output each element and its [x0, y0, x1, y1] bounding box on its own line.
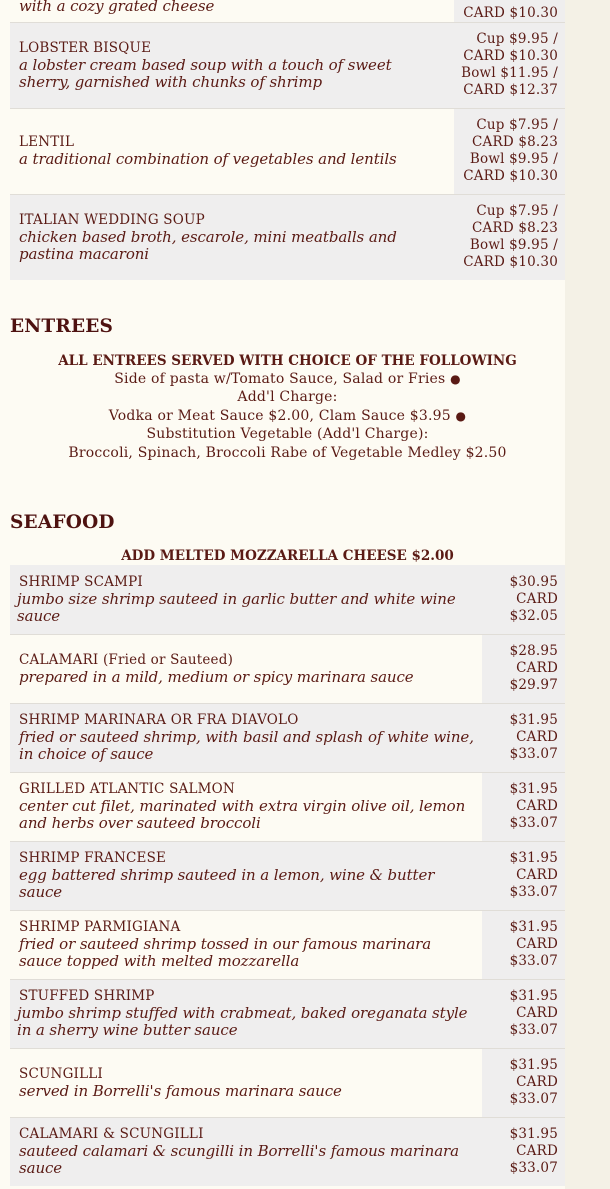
menu-item-row	[10, 22, 565, 108]
item-description: sauteed calamari & scungilli in Borrelli's famous marinara sauce	[19, 1142, 459, 1178]
item-name: SHRIMP FRANCESE	[19, 850, 167, 866]
item-description: with a cozy grated cheese	[19, 0, 215, 16]
item-description: prepared in a mild, medium or spicy marinara sauce	[19, 667, 414, 686]
soup-table	[10, 0, 565, 280]
menu-item-row	[10, 910, 565, 979]
entrees-note-line: Vodka or Meat Sauce $2.00, Clam Sauce $3.95	[108, 407, 451, 424]
bullet-icon: ●	[450, 372, 461, 386]
item-price: $31.95 CARD $33.07	[482, 910, 565, 979]
item-name: STUFFED SHRIMP	[19, 988, 155, 1004]
item-description: jumbo size shrimp sauteed in garlic butter and white wine sauce	[17, 589, 456, 625]
menu-item-row	[10, 772, 565, 841]
item-price: Cup $7.95 / CARD $8.23 Bowl $9.95 / CARD $10.30	[454, 108, 565, 194]
item-name: GRILLED ATLANTIC SALMON	[19, 781, 235, 797]
section-heading-entrees: ENTREES	[10, 316, 114, 337]
item-name: CALAMARI (Fried or Sauteed)	[19, 651, 234, 668]
item-name: SHRIMP SCAMPI	[19, 573, 143, 590]
menu-item-row	[10, 565, 565, 634]
item-price: $31.95 CARD $33.07	[482, 1048, 565, 1117]
menu-item-row	[10, 634, 565, 703]
item-description: fried or sauteed shrimp tossed in our famous marinara sauce topped with melted mozzarella	[19, 935, 432, 970]
item-name: SHRIMP PARMIGIANA	[19, 919, 181, 935]
item-price: Cup $7.95 / CARD $8.23 Bowl $9.95 / CARD $10.30	[454, 194, 565, 280]
entrees-note-title: ALL ENTREES SERVED WITH CHOICE OF THE FOLLOWING	[58, 353, 517, 369]
item-name: LENTIL	[19, 134, 75, 150]
menu-item-row	[10, 703, 565, 772]
item-price: $31.95 CARD $33.07	[482, 772, 565, 841]
menu-item-row	[10, 841, 565, 910]
menu-item-row	[10, 194, 565, 280]
item-description: served in Borrelli's famous marinara sauce	[19, 1081, 342, 1100]
item-price: Cup $9.95 / CARD $10.30 Bowl $11.95 / CARD $12.37	[454, 22, 565, 108]
seafood-table	[10, 565, 565, 1186]
item-price: $31.95 CARD $33.07	[482, 841, 565, 910]
menu-item-row	[10, 108, 565, 194]
item-description: jumbo shrimp stuffed with crabmeat, baked oreganata style in a sherry wine butter sauce	[17, 1004, 468, 1039]
item-price: $31.95 CARD $33.07	[482, 979, 565, 1048]
item-description: egg battered shrimp sauteed in a lemon, wine & butter sauce	[19, 866, 435, 901]
item-name: CALAMARI & SCUNGILLI	[19, 1126, 204, 1143]
item-price: $28.95 CARD $29.97	[482, 634, 565, 703]
item-price: $30.95 CARD $32.05	[482, 565, 565, 634]
item-description: a lobster cream based soup with a touch of sweet sherry, garnished with chunks of shrimp	[19, 55, 392, 91]
item-price: $31.95 CARD $33.07	[482, 703, 565, 772]
table-row	[10, 0, 565, 22]
item-name: SHRIMP MARINARA OR FRA DIAVOLO	[19, 712, 299, 728]
item-description: chicken based broth, escarole, mini meatballs and pastina macaroni	[19, 227, 397, 263]
item-name: ITALIAN WEDDING SOUP	[19, 211, 205, 228]
entrees-note-line: Side of pasta w/Tomato Sauce, Salad or Fries	[114, 371, 446, 387]
item-name: LOBSTER BISQUE	[19, 39, 152, 56]
item-description: center cut filet, marinated with extra virgin olive oil, lemon and herbs over sauteed broccoli	[19, 797, 466, 832]
menu-item-row	[10, 1048, 565, 1117]
seafood-note: ADD MELTED MOZZARELLA CHEESE $2.00	[121, 548, 454, 564]
entrees-notes	[10, 352, 565, 462]
bullet-icon: ●	[455, 408, 467, 423]
entrees-note-line: Substitution Vegetable (Add'l Charge):	[146, 426, 429, 443]
entrees-note-line: Add'l Charge:	[237, 389, 338, 406]
item-description: a traditional combination of vegetables and lentils	[19, 150, 397, 168]
section-heading-seafood: SEAFOOD	[10, 512, 115, 533]
item-name: SCUNGILLI	[19, 1065, 103, 1082]
menu-item-row	[10, 1117, 565, 1186]
page-right-margin	[565, 0, 610, 1189]
item-price-line: CARD $10.30	[463, 4, 558, 21]
menu-item-row	[10, 979, 565, 1048]
item-price: $31.95 CARD $33.07	[482, 1117, 565, 1186]
item-description: fried or sauteed shrimp, with basil and splash of white wine, in choice of sauce	[19, 728, 474, 763]
entrees-note-line: Broccoli, Spinach, Broccoli Rabe of Vegetable Medley $2.50	[68, 444, 507, 461]
